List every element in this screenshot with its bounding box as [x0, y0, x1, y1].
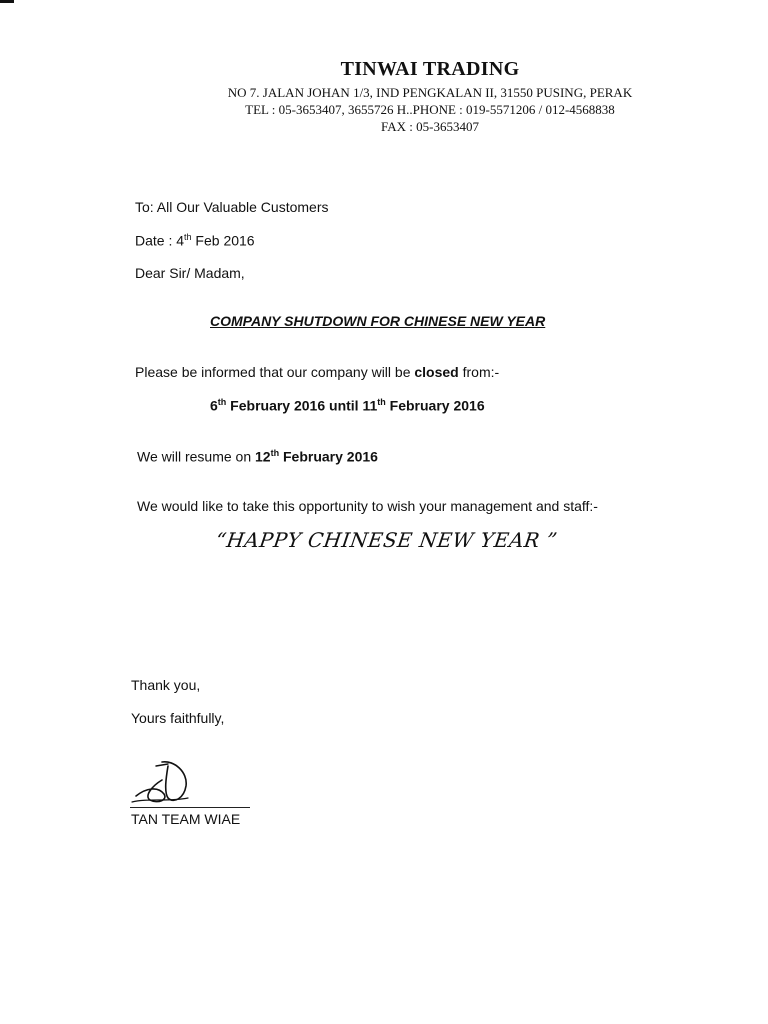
handwritten-signature: [128, 758, 208, 808]
company-fax: FAX : 05-3653407: [381, 119, 479, 134]
closure-notice-text: Please be informed that our company will be: [135, 364, 415, 380]
closure-start-superscript: th: [217, 397, 227, 407]
closing-thanks: Thank you,: [131, 677, 201, 693]
date-suffix: Feb 2016: [191, 232, 255, 249]
closing-signoff: Yours faithfully,: [131, 710, 225, 726]
wish-line: We would like to take this opportunity to wish your management and staff:-: [137, 498, 598, 514]
closure-period: [210, 397, 485, 414]
resume-prefix: We will resume on: [137, 448, 256, 465]
company-address: NO 7. JALAN JOHAN 1/3, IND PENGKALAN II, 31550 PUSING, PERAK: [227, 85, 633, 100]
company-phone: TEL : 05-3653407, 3655726 H..PHONE : 019-5571206 / 012-4568838: [245, 102, 615, 117]
resume-suffix: February 2016: [279, 448, 378, 465]
date-prefix: Date : 4: [135, 232, 185, 249]
closure-notice-emphasis: closed: [414, 364, 459, 380]
closure-end: February 2016: [385, 397, 485, 414]
greeting-text: “HAPPY CHINESE NEW YEAR ”: [214, 528, 560, 552]
resume-line: [137, 448, 378, 465]
date-line: [135, 232, 255, 249]
letterhead: [180, 58, 680, 135]
signature-line: [130, 807, 250, 808]
salutation: Dear Sir/ Madam,: [135, 265, 245, 281]
closure-end-superscript: th: [377, 397, 386, 407]
subject-heading: COMPANY SHUTDOWN FOR CHINESE NEW YEAR: [210, 313, 546, 329]
closure-notice-after: from:-: [458, 364, 500, 380]
scan-corner-mark: [0, 0, 14, 3]
closure-start-day: 6: [210, 397, 218, 414]
resume-superscript: th: [270, 448, 280, 458]
company-name: TINWAI TRADING: [340, 58, 520, 80]
signatory-name: TAN TEAM WIAE: [131, 811, 241, 827]
closure-middle: February 2016 until 11: [226, 397, 378, 414]
recipient-line: To: All Our Valuable Customers: [135, 199, 329, 215]
closure-notice: [135, 364, 499, 380]
resume-day: 12: [255, 448, 271, 465]
date-superscript: th: [184, 232, 192, 242]
